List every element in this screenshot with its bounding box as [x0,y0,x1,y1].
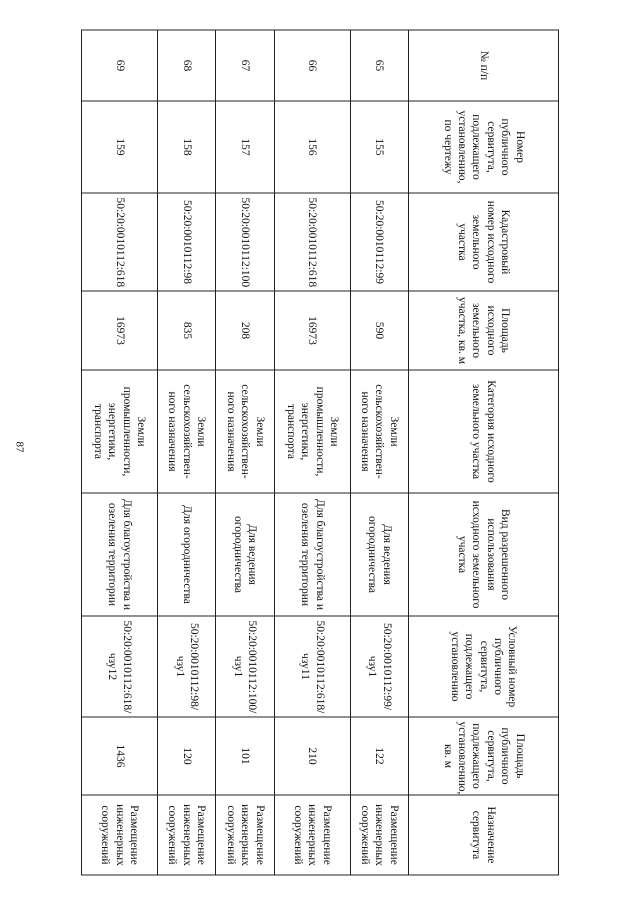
table-cell: Земли сельскохозяйствен-ного назначения [350,370,408,493]
table-cell: 155 [350,101,408,193]
table-cell: 50:20:0010112:100 [216,193,274,291]
table-row [82,30,158,875]
table-cell: Размещение инженерных сооружений [216,795,274,875]
table-cell: Для благоустройства и озеления территории [274,493,350,616]
table-cell: Земли сельскохозяйствен-ного назначения [216,370,274,493]
table-cell: 50:20:0010112:99/чзу1 [350,616,408,717]
table-cell: Земли сельскохозяйствен-ного назначения [157,370,215,493]
header-cell: Кадастровый номер исходного земельного участка [409,193,559,291]
table-cell: 16973 [274,291,350,370]
servitude-table [81,30,559,876]
table-cell: Размещение инженерных сооружений [82,795,158,875]
header-cell: Площадь публичного сервитута, подлежащего установлению, кв. м [409,717,559,795]
header-cell: Вид разрешенного использования исходного земельного участка [409,493,559,616]
table-cell: 50:20:0010112:618 [274,193,350,291]
table-cell: Для огородничества [157,493,215,616]
table-cell: 68 [157,30,215,101]
table-cell: 69 [82,30,158,101]
header-row [409,30,559,875]
table-cell: 210 [274,717,350,795]
table-cell: 66 [274,30,350,101]
table-cell: 101 [216,717,274,795]
table-cell: 159 [82,101,158,193]
header-cell: Площадь исходного земельного участка, кв. м [409,291,559,370]
header-cell: Условный номер публичного сервитута, подлежащего установлению [409,616,559,717]
header-cell: Категория исходного земельного участка [409,370,559,493]
table-cell: 50:20:0010112:99 [350,193,408,291]
table-cell: 158 [157,101,215,193]
table-cell: Для ведения огородничества [216,493,274,616]
table-row [274,30,350,875]
table-cell: 16973 [82,291,158,370]
table-cell: 156 [274,101,350,193]
table-cell: Земли промышленности, энергетики, транспорта [274,370,350,493]
rotated-table-wrapper [81,30,559,875]
table-cell: Размещение инженерных сооружений [157,795,215,875]
table-cell: 1436 [82,717,158,795]
header-cell: Номер публичного сервитута, подлежащего установлению, по чертежу [409,101,559,193]
table-cell: 50:20:0010112:98/чзу1 [157,616,215,717]
table-cell: 157 [216,101,274,193]
table-cell: Размещение инженерных сооружений [350,795,408,875]
page-number: 87 [13,441,26,453]
table-cell: 50:20:0010112:98 [157,193,215,291]
table-cell: 122 [350,717,408,795]
table-cell: Для благоустройства и озеления территории [82,493,158,616]
table-row [216,30,274,875]
table-cell: 50:20:0010112:100/чзу1 [216,616,274,717]
table-cell: 120 [157,717,215,795]
header-cell: Назначение сервитута [409,795,559,875]
header-cell: № п/п [409,30,559,101]
table-cell: 590 [350,291,408,370]
table-cell: Размещение инженерных сооружений [274,795,350,875]
table-row [157,30,215,875]
table-cell: 50:20:0010112:618/чзу11 [274,616,350,717]
table-cell: 50:20:0010112:618 [82,193,158,291]
table-cell: 50:20:0010112:618/чзу12 [82,616,158,717]
table-cell: 835 [157,291,215,370]
table-row [350,30,408,875]
table-cell: 65 [350,30,408,101]
table-cell: 208 [216,291,274,370]
table-cell: Для ведения огородничества [350,493,408,616]
table-cell: 67 [216,30,274,101]
table-cell: Земли промышленности, энергетики, транспорта [82,370,158,493]
